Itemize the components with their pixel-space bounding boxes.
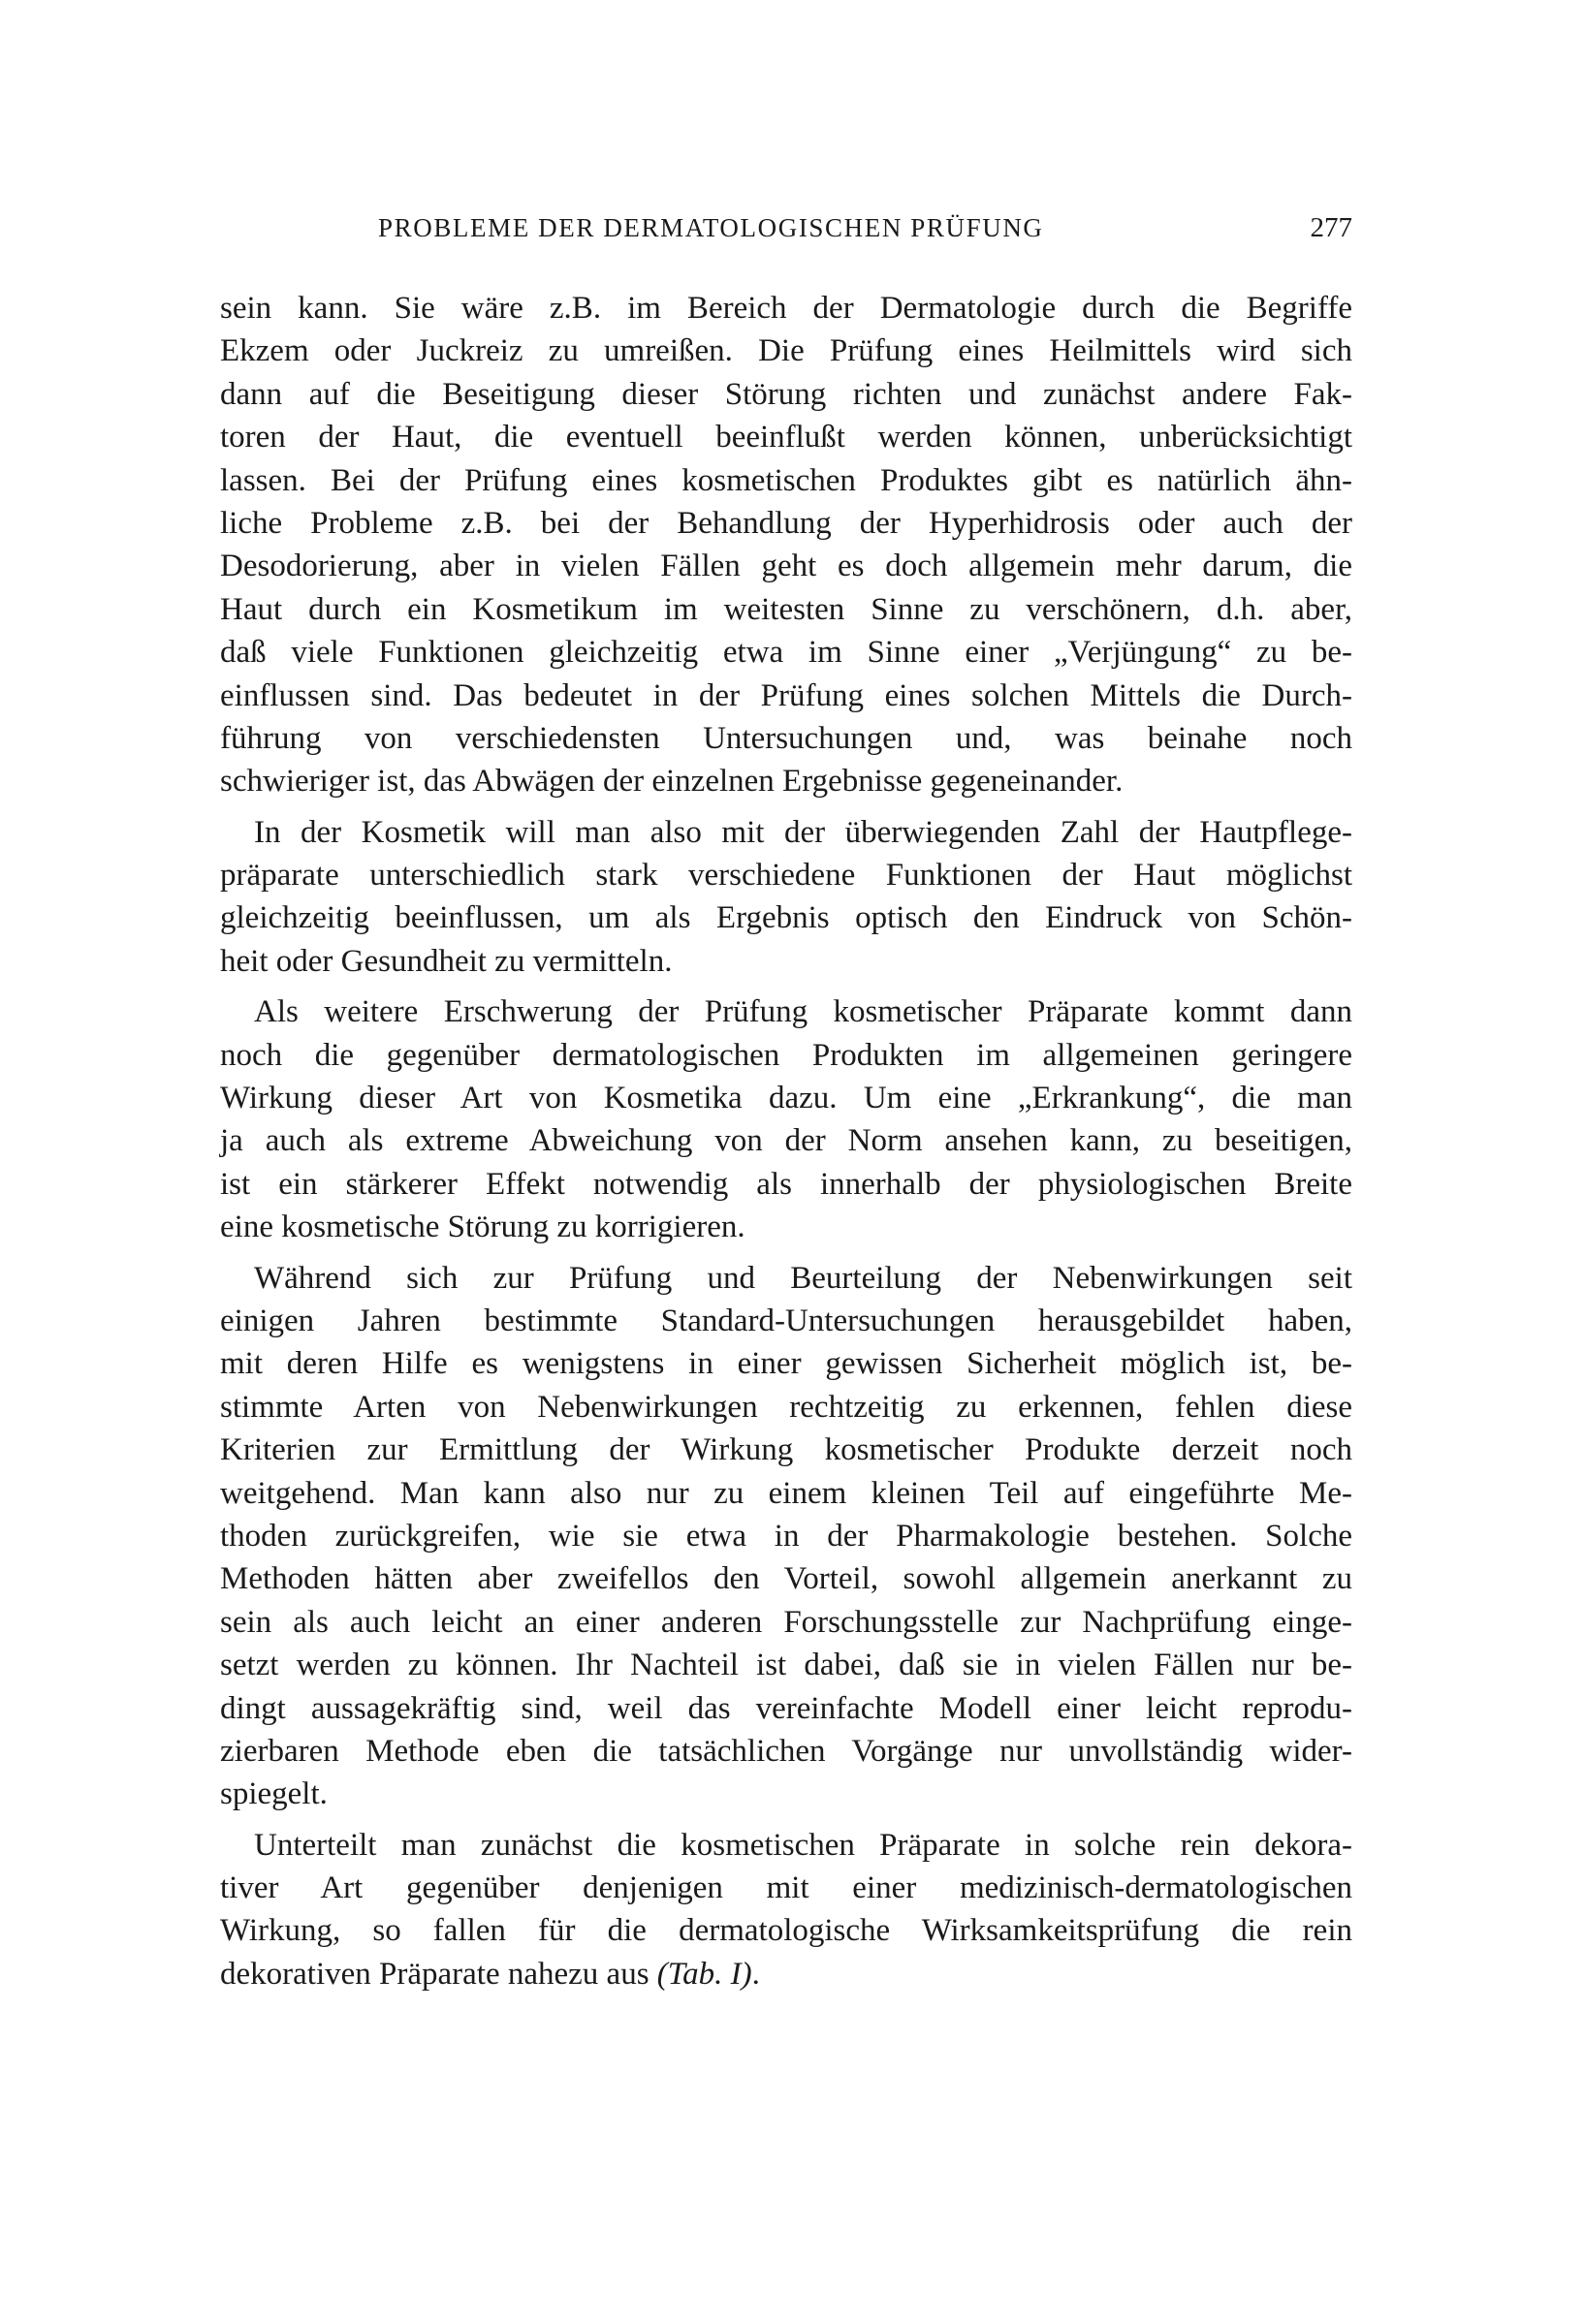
line-text: dekorativen Präparate nahezu aus [220, 1956, 657, 1992]
text-line [220, 502, 1352, 545]
line-text: setzt werden zu können. Ihr Nachteil ist dabei, daß sie in vielen Fällen nur be- [220, 1648, 1352, 1683]
text-line [220, 1429, 1352, 1471]
text-line [220, 1773, 1352, 1815]
line-text: stimmte Arten von Nebenwirkungen rechtzeitig zu erkennen, fehlen diese [220, 1389, 1352, 1425]
body-text [220, 287, 1352, 2003]
text-line [220, 811, 1352, 854]
line-text: tiver Art gegenüber denjenigen mit einer medizinisch-dermatologischen [220, 1870, 1352, 1906]
page-number: 277 [1310, 212, 1352, 243]
text-line [220, 1557, 1352, 1600]
text-line [220, 287, 1352, 330]
line-text: thoden zurückgreifen, wie sie etwa in der Pharmakologie bestehen. Solche [220, 1518, 1352, 1554]
line-text: sein als auch leicht an einer anderen Forschungsstelle zur Nachprüfung einge- [220, 1604, 1352, 1640]
line-text: eine kosmetische Störung zu korrigieren. [220, 1209, 745, 1245]
table-reference: (Tab. I) [656, 1956, 752, 1992]
line-text: daß viele Funktionen gleichzeitig etwa im Sinne einer „Verjüngung“ zu be- [220, 635, 1352, 671]
line-text: ist ein stärkerer Effekt notwendig als innerhalb der physiologischen Breite [220, 1166, 1352, 1202]
line-text: Methoden hätten aber zweifellos den Vorteil, sowohl allgemein anerkannt zu [220, 1561, 1352, 1597]
text-line [220, 459, 1352, 502]
text-line [220, 1300, 1352, 1342]
line-text: dingt aussagekräftig sind, weil das vereinfachte Modell einer leicht reprodu- [220, 1690, 1352, 1726]
line-text: noch die gegenüber dermatologischen Produkten im allgemeinen geringere [220, 1037, 1352, 1073]
text-line [220, 1472, 1352, 1515]
text-line [220, 854, 1352, 896]
line-text: Als weitere Erschwerung der Prüfung kosmetischer Präparate kommt dann [254, 994, 1352, 1030]
text-line [220, 1867, 1352, 1909]
paragraph [220, 1824, 1352, 1996]
line-text: ja auch als extreme Abweichung von der Norm ansehen kann, zu beseitigen, [220, 1123, 1352, 1159]
line-text: führung von verschiedensten Untersuchungen und, was beinahe noch [220, 720, 1352, 756]
line-text: Kriterien zur Ermittlung der Wirkung kosmetischer Produkte derzeit noch [220, 1432, 1352, 1468]
text-line [220, 1515, 1352, 1557]
text-line [220, 1206, 1352, 1248]
text-line [220, 990, 1352, 1033]
line-text: einigen Jahren bestimmte Standard-Untersuchungen herausgebildet haben, [220, 1303, 1352, 1338]
line-text: Desodorierung, aber in vielen Fällen geht es doch allgemein mehr darum, die [220, 549, 1352, 584]
text-line [220, 1601, 1352, 1644]
text-line [220, 588, 1352, 631]
text-line [220, 1909, 1352, 1952]
text-line [220, 416, 1352, 458]
text-line [220, 1824, 1352, 1867]
text-line [220, 940, 1352, 983]
text-line [220, 1644, 1352, 1686]
line-text: schwieriger ist, das Abwägen der einzelnen Ergebnisse gegeneinander. [220, 764, 1124, 800]
line-text: toren der Haut, die eventuell beeinflußt werden können, unberücksichtigt [220, 420, 1352, 455]
line-text: spiegelt. [220, 1776, 328, 1812]
text-line [220, 1077, 1352, 1119]
line-text: Während sich zur Prüfung und Beurteilung der Nebenwirkungen seit [254, 1260, 1352, 1296]
line-text: Ekzem oder Juckreiz zu umreißen. Die Prüfung eines Heilmittels wird sich [220, 333, 1352, 369]
line-text: präparate unterschiedlich stark verschiedene Funktionen der Haut möglichst [220, 858, 1352, 894]
text-line [220, 760, 1352, 802]
line-end: . [751, 1956, 760, 1992]
paragraph [220, 990, 1352, 1248]
text-line [220, 1953, 1352, 1995]
line-text: zierbaren Methode eben die tatsächlichen Vorgänge nur unvollständig wider- [220, 1733, 1352, 1769]
line-text: liche Probleme z.B. bei der Behandlung der Hyperhidrosis oder auch der [220, 505, 1352, 541]
text-line [220, 1119, 1352, 1162]
text-line [220, 1730, 1352, 1773]
line-text: gleichzeitig beeinflussen, um als Ergebnis optisch den Eindruck von Schön- [220, 900, 1352, 936]
line-text: lassen. Bei der Prüfung eines kosmetischen Produktes gibt es natürlich ähn- [220, 462, 1352, 498]
line-text: einflussen sind. Das bedeutet in der Prüfung eines solchen Mittels die Durch- [220, 677, 1352, 713]
text-line [220, 373, 1352, 416]
line-text: mit deren Hilfe es wenigstens in einer gewissen Sicherheit möglich ist, be- [220, 1346, 1352, 1382]
line-text: Haut durch ein Kosmetikum im weitesten Sinne zu verschönern, d.h. aber, [220, 591, 1352, 627]
text-line [220, 1386, 1352, 1429]
running-header [220, 205, 1352, 250]
line-text: dann auf die Beseitigung dieser Störung richten und zunächst andere Fak- [220, 376, 1352, 412]
text-line [220, 675, 1352, 717]
line-text: weitgehend. Man kann also nur zu einem kleinen Teil auf eingeführte Me- [220, 1475, 1352, 1511]
text-line [220, 1687, 1352, 1730]
text-line [220, 330, 1352, 372]
paragraph [220, 287, 1352, 803]
text-line [220, 1342, 1352, 1385]
line-text: Wirkung dieser Art von Kosmetika dazu. Um eine „Erkrankung“, die man [220, 1081, 1352, 1116]
text-line [220, 896, 1352, 939]
text-line [220, 545, 1352, 587]
paragraph [220, 1257, 1352, 1816]
line-text: Wirkung, so fallen für die dermatologische Wirksamkeitsprüfung die rein [220, 1913, 1352, 1949]
paragraph [220, 811, 1352, 984]
text-line [220, 1034, 1352, 1077]
running-title: PROBLEME DER DERMATOLOGISCHEN PRÜFUNG [378, 213, 1044, 242]
text-line [220, 1257, 1352, 1300]
text-line [220, 631, 1352, 674]
text-line [220, 1163, 1352, 1206]
line-text: sein kann. Sie wäre z.B. im Bereich der Dermatologie durch die Begriffe [220, 291, 1352, 326]
line-text: Unterteilt man zunächst die kosmetischen Präparate in solche rein dekora- [254, 1827, 1352, 1863]
line-text: In der Kosmetik will man also mit der überwiegenden Zahl der Hautpflege- [254, 814, 1352, 850]
line-text: heit oder Gesundheit zu vermitteln. [220, 943, 673, 979]
text-line [220, 717, 1352, 760]
